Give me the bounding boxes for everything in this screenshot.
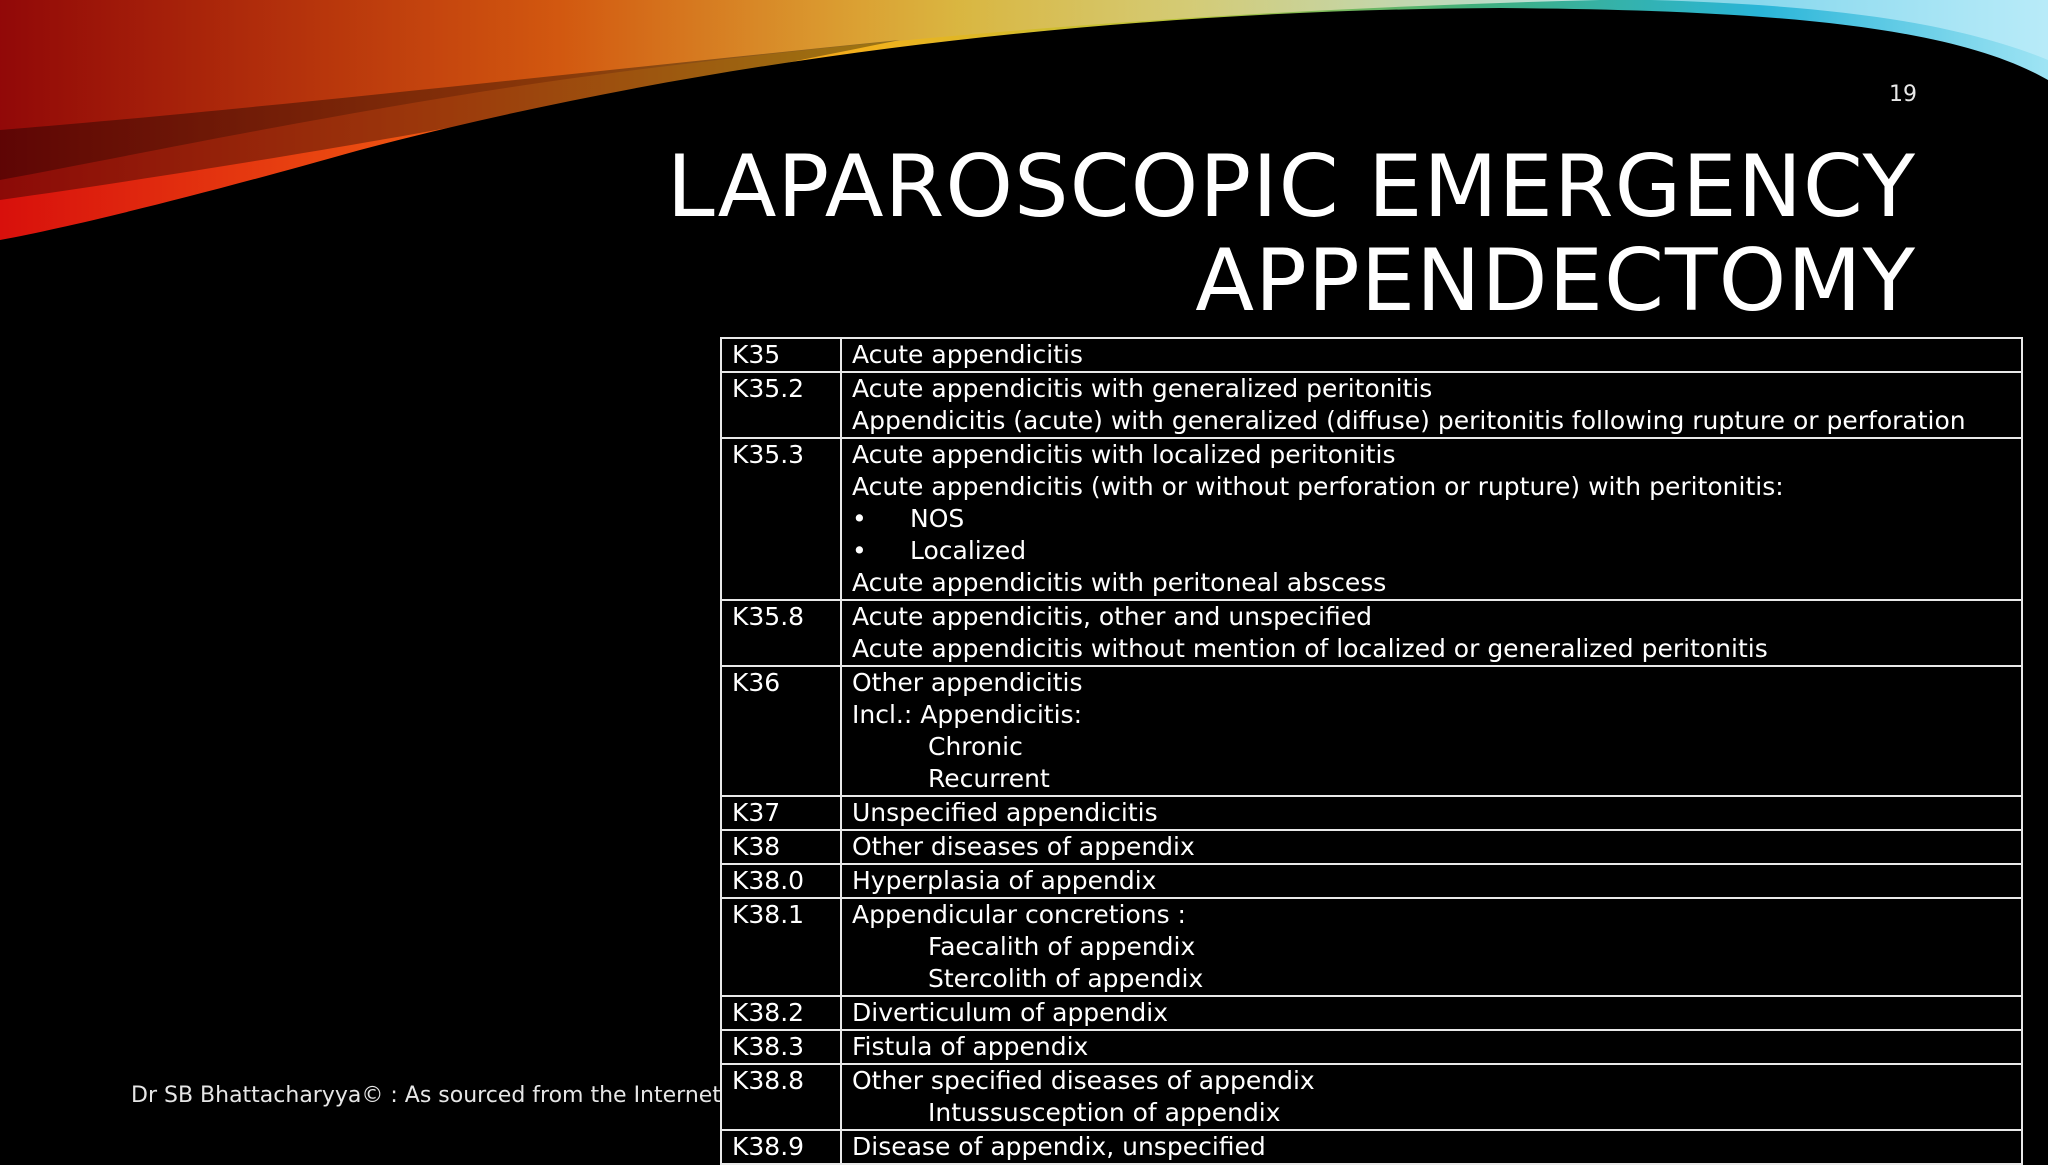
bullet-icon: •: [852, 536, 867, 565]
indented-description-line: Intussusception of appendix: [928, 1098, 1281, 1127]
description-line: Acute appendicitis with localized peritonitis: [852, 440, 1396, 469]
description-cell: [841, 864, 2022, 898]
description-cell: [841, 438, 2022, 600]
code-cell: K38.8: [721, 1064, 841, 1130]
code-cell: K38.1: [721, 898, 841, 996]
description-line: Other appendicitis: [852, 668, 1083, 697]
table-row: [721, 1064, 2022, 1130]
description-cell: [841, 898, 2022, 996]
description-line: Acute appendicitis with peritoneal abscess: [852, 568, 1387, 597]
description-cell: [841, 1064, 2022, 1130]
code-cell: K38.0: [721, 864, 841, 898]
table-row: [721, 1130, 2022, 1164]
indented-description-line: Faecalith of appendix: [928, 932, 1196, 961]
code-cell: K38.2: [721, 996, 841, 1030]
description-line: Acute appendicitis with generalized peritonitis: [852, 374, 1433, 403]
code-cell: K38.3: [721, 1030, 841, 1064]
code-cell: K38: [721, 830, 841, 864]
indented-description-line: Stercolith of appendix: [928, 964, 1204, 993]
description-line: Acute appendicitis (with or without perforation or rupture) with peritonitis:: [852, 472, 1784, 501]
title-line-1: LAPAROSCOPIC EMERGENCY: [666, 137, 1916, 237]
description-line: Fistula of appendix: [852, 1032, 1089, 1061]
bullet-item: [852, 535, 2011, 567]
indented-description-line: Chronic: [928, 732, 1023, 761]
bullet-text: Localized: [910, 536, 1027, 565]
table-row: [721, 996, 2022, 1030]
description-cell: [841, 996, 2022, 1030]
description-cell: [841, 372, 2022, 438]
description-line: Acute appendicitis: [852, 340, 1083, 369]
table-row: [721, 864, 2022, 898]
description-line: Diverticulum of appendix: [852, 998, 1169, 1027]
bullet-icon: •: [852, 504, 867, 533]
bullet-text: NOS: [910, 504, 965, 533]
table-row: [721, 1030, 2022, 1064]
description-line: Acute appendicitis, other and unspecified: [852, 602, 1373, 631]
description-line: Appendicular concretions :: [852, 900, 1186, 929]
bullet-item: [852, 503, 2011, 535]
code-cell: K38.9: [721, 1130, 841, 1164]
table-row: [721, 372, 2022, 438]
description-line: Unspecified appendicitis: [852, 798, 1158, 827]
table-row: [721, 666, 2022, 796]
description-cell: [841, 1030, 2022, 1064]
description-cell: [841, 830, 2022, 864]
footer-credit: Dr SB Bhattacharyya© : As sourced from the Internet: [131, 1083, 721, 1108]
description-line: Other specified diseases of appendix: [852, 1066, 1315, 1095]
code-cell: K35.8: [721, 600, 841, 666]
description-line: Incl.: Appendicitis:: [852, 700, 1082, 729]
table-row: [721, 830, 2022, 864]
code-cell: K35.3: [721, 438, 841, 600]
table-row: [721, 438, 2022, 600]
table-row: [721, 796, 2022, 830]
description-cell: [841, 1130, 2022, 1164]
description-line: Acute appendicitis without mention of localized or generalized peritonitis: [852, 634, 1768, 663]
description-line: Hyperplasia of appendix: [852, 866, 1157, 895]
code-cell: K36: [721, 666, 841, 796]
description-cell: [841, 666, 2022, 796]
table-row: [721, 338, 2022, 372]
description-line: Appendicitis (acute) with generalized (diffuse) peritonitis following rupture or perforation: [852, 406, 1966, 435]
code-cell: K37: [721, 796, 841, 830]
description-cell: [841, 338, 2022, 372]
indented-description-line: Recurrent: [928, 764, 1050, 793]
slide-title: [666, 137, 1916, 331]
slide-number: 19: [1889, 82, 1917, 107]
description-cell: [841, 796, 2022, 830]
icd-codes-table: [720, 337, 2023, 1165]
title-line-2: APPENDECTOMY: [1195, 231, 1916, 331]
code-cell: K35: [721, 338, 841, 372]
description-cell: [841, 600, 2022, 666]
description-line: Other diseases of appendix: [852, 832, 1195, 861]
code-cell: K35.2: [721, 372, 841, 438]
table-row: [721, 600, 2022, 666]
description-line: Disease of appendix, unspecified: [852, 1132, 1266, 1161]
table-row: [721, 898, 2022, 996]
